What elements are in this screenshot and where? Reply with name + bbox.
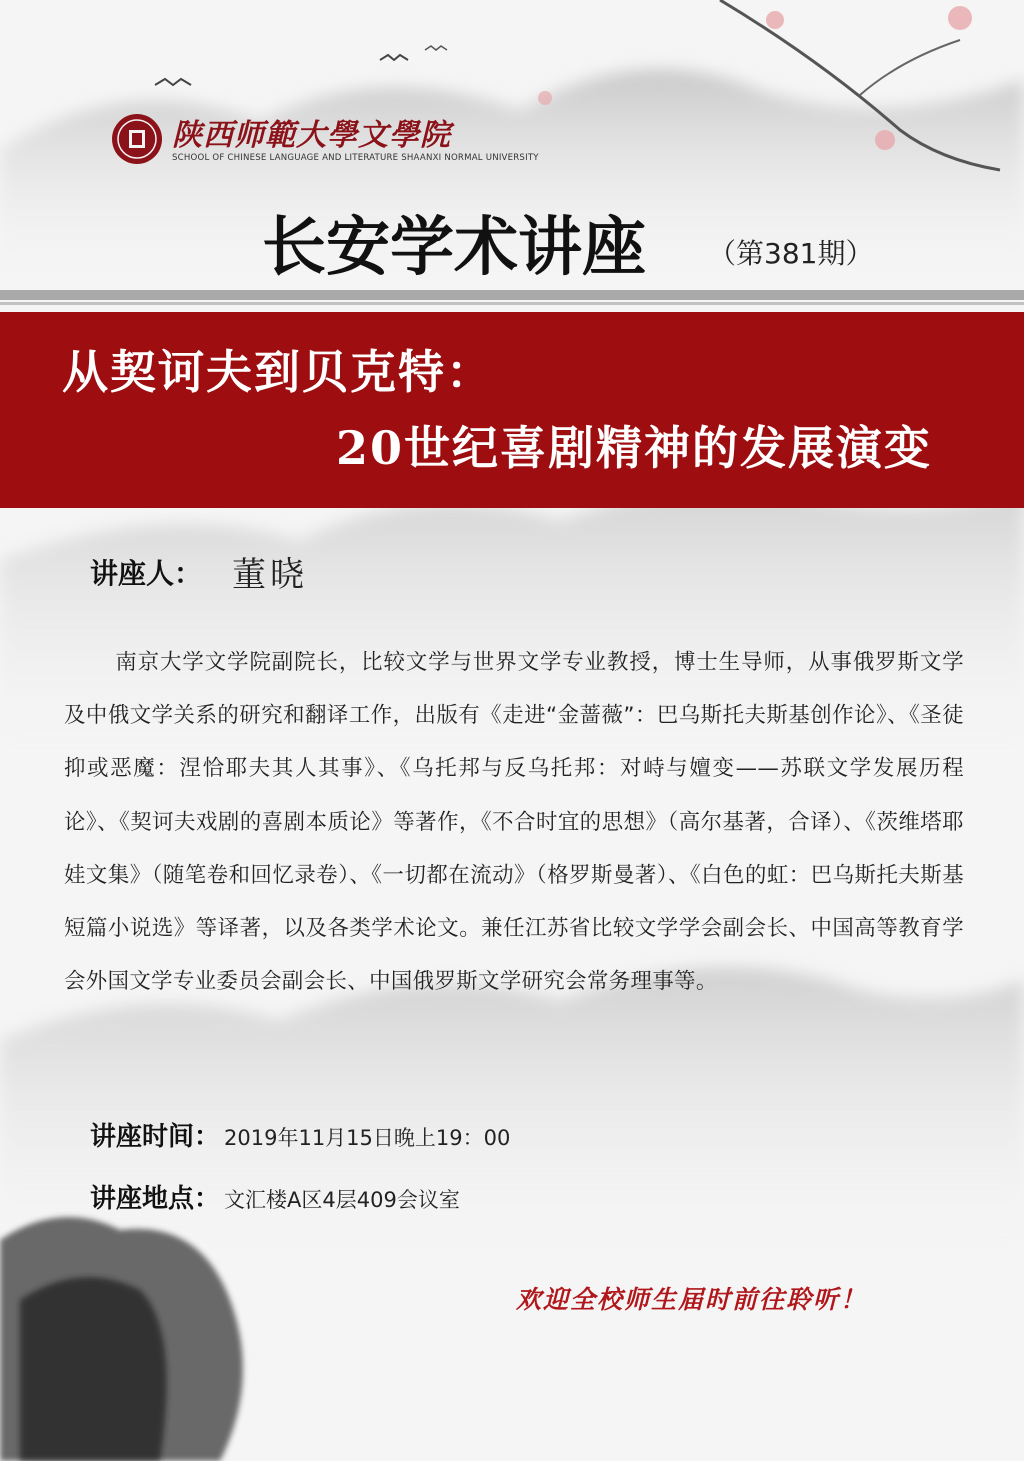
time-label: 讲座时间： bbox=[90, 1122, 221, 1152]
talk-title-line2: 20世纪喜剧精神的发展演变 bbox=[336, 421, 933, 475]
place-value: 文汇楼A区4层409会议室 bbox=[224, 1188, 460, 1212]
time-value: 2019年11月15日晚上19：00 bbox=[224, 1126, 511, 1150]
series-title: 长安学术讲座 bbox=[262, 210, 646, 285]
separator-bar bbox=[0, 290, 1024, 300]
place-label: 讲座地点： bbox=[90, 1184, 221, 1214]
talk-title-line1: 从契诃夫到贝克特： bbox=[62, 345, 494, 399]
place-row bbox=[90, 1178, 460, 1215]
welcome-text: 欢迎全校师生届时前往聆听！ bbox=[516, 1285, 868, 1314]
issue-number: （第381期） bbox=[708, 237, 874, 270]
speaker-bio: 南京大学文学院副院长，比较文学与世界文学专业教授，博士生导师，从事俄罗斯文学及中俄文学关系的研究和翻译工作，出版有《走进“金蔷薇”：巴乌斯托夫斯基创作论》、《圣徒抑或恶魔：涅恰耶夫其人其事》、《乌托邦与反乌托邦：对峙与嬗变——苏联文学发展历程论》、《契诃夫戏剧的喜剧本质论》等著作，《不合时宜的思想》（高尔基著，合译）、《茨维塔耶娃文集》（随笔卷和回忆录卷）、《一切都在流动》（格罗斯曼著）、《白色的虹：巴乌斯托夫斯基短篇小说选》等译著，以及各类学术论文。兼任江苏省比较文学学会副会长、中国高等教育学会外国文学专业委员会副会长、中国俄罗斯文学研究会常务理事等。 bbox=[64, 650, 964, 995]
university-seal-icon bbox=[110, 112, 164, 166]
separator-bar-thin bbox=[0, 302, 1024, 305]
time-row bbox=[90, 1116, 510, 1153]
speaker-name: 董晓 bbox=[232, 555, 308, 595]
school-name-cn: 陕西师範大學文學院 bbox=[172, 118, 451, 153]
school-name-en: SCHOOL OF CHINESE LANGUAGE AND LITERATURE SHAANXI NORMAL UNIVERSITY bbox=[172, 153, 539, 163]
speaker-label: 讲座人： bbox=[90, 557, 203, 590]
